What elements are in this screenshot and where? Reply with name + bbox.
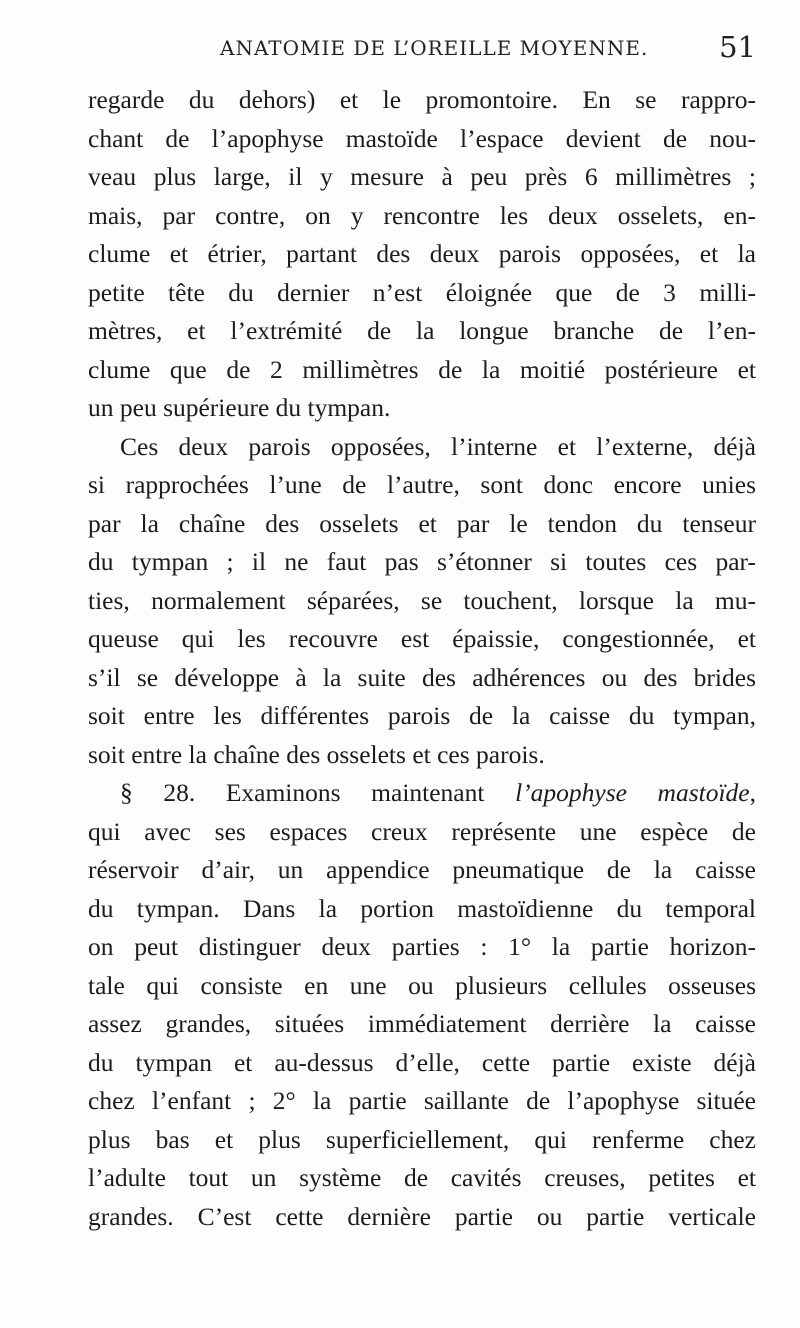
paragraph-start-line: Ces deux parois opposées, l’interne et l’externe, déjà bbox=[120, 431, 756, 461]
text-line: mètres, et l’extrémité de la longue branche de l’en- bbox=[88, 316, 756, 345]
page-number: 51 bbox=[719, 30, 756, 64]
text-line: clume que de 2 millimètres de la moitié postérieure et bbox=[88, 354, 756, 384]
body-text bbox=[88, 81, 756, 1236]
text-line: veau plus large, il y mesure à peu près 6 millimètres ; bbox=[88, 162, 756, 191]
text-line: mais, par contre, on y rencontre les deux osselets, en- bbox=[88, 200, 756, 230]
text-line: plus bas et plus superficiellement, qui renferme chez bbox=[88, 1124, 756, 1154]
running-title: ANATOMIE DE L’OREILLE MOYENNE. bbox=[220, 36, 649, 60]
text-line: ties, normalement séparées, se touchent, lorsque la mu- bbox=[88, 585, 756, 615]
text-line: on peut distinguer deux parties : 1° la partie horizon- bbox=[88, 932, 756, 961]
text-line: assez grandes, situées immédiatement derrière la caisse bbox=[88, 1009, 756, 1038]
text-line: réservoir d’air, un appendice pneumatique de la caisse bbox=[88, 855, 756, 884]
text-line: l’adulte tout un système de cavités creuses, petites et bbox=[88, 1163, 756, 1192]
running-head bbox=[88, 30, 756, 70]
text-line: regarde du dehors) et le promontoire. En se rappro- bbox=[88, 85, 756, 114]
paragraph-end-line: soit entre la chaîne des osselets et ces parois. bbox=[88, 739, 545, 769]
text-line: par la chaîne des osselets et par le tendon du tenseur bbox=[88, 508, 756, 538]
section-intro-punct: , bbox=[749, 778, 756, 807]
text-line: si rapprochées l’une de l’autre, sont donc encore unies bbox=[88, 470, 756, 499]
paragraph-end-line: un peu supérieure du tympan. bbox=[88, 393, 391, 422]
text-line: chant de l’apophyse mastoïde l’espace devient de nou- bbox=[88, 123, 756, 153]
text-line: du tympan. Dans la portion mastoïdienne du temporal bbox=[88, 893, 756, 923]
text-line: chez l’enfant ; 2° la partie saillante de l’apophyse située bbox=[88, 1086, 756, 1115]
text-line: qui avec ses espaces creux représente une espèce de bbox=[88, 816, 756, 846]
text-line: soit entre les différentes parois de la caisse du tympan, bbox=[88, 701, 756, 730]
section-intro-text: § 28. Examinons maintenant bbox=[120, 778, 516, 807]
text-line: queuse qui les recouvre est épaissie, congestionnée, et bbox=[88, 624, 756, 653]
text-line: petite tête du dernier n’est éloignée que de 3 milli- bbox=[88, 277, 756, 307]
section-heading-line bbox=[88, 774, 756, 813]
text-line: du tympan ; il ne faut pas s’étonner si toutes ces par- bbox=[88, 547, 756, 576]
text-line: tale qui consiste en une ou plusieurs cellules osseuses bbox=[88, 970, 756, 1000]
text-line: grandes. C’est cette dernière partie ou partie verticale bbox=[88, 1201, 756, 1231]
text-line: clume et étrier, partant des deux parois opposées, et la bbox=[88, 239, 756, 268]
text-line: s’il se développe à la suite des adhérences ou des brides bbox=[88, 662, 756, 692]
text-line: du tympan et au-dessus d’elle, cette partie existe déjà bbox=[88, 1047, 756, 1077]
italic-term: l’apophyse mastoïde bbox=[515, 778, 750, 807]
